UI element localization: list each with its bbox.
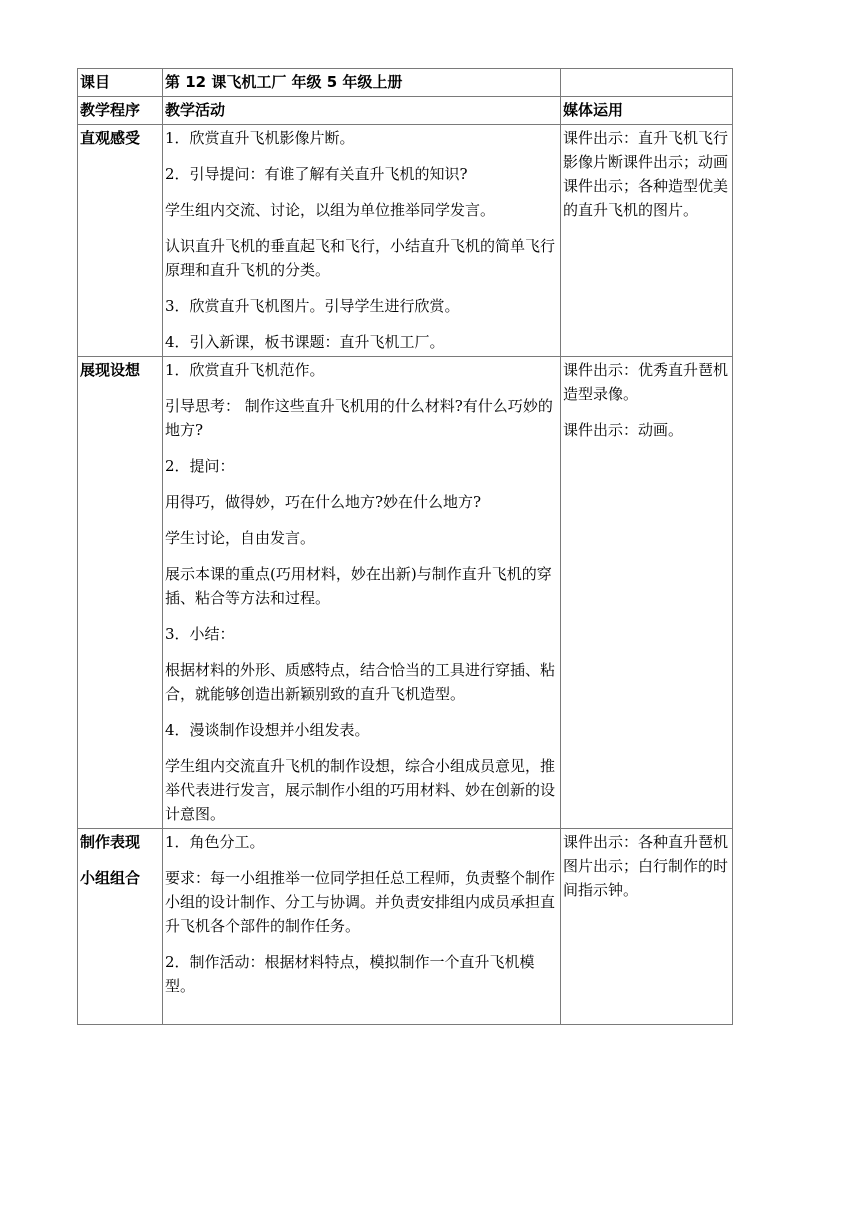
activity-cell bbox=[163, 125, 561, 357]
media-cell bbox=[561, 357, 733, 829]
section-row-production bbox=[78, 829, 733, 1025]
media-paragraph: 课件出示：直升飞机飞行影像片断课件出示；动画课件出示；各种造型优美的直升飞机的图片。 bbox=[563, 129, 729, 219]
activity-paragraph: 4．漫谈制作设想并小组发表。 bbox=[165, 721, 370, 739]
activity-paragraph: 4．引入新课，板书课题：直升飞机工厂。 bbox=[165, 333, 445, 351]
activity-paragraph: 认识直升飞机的垂直起飞和飞行，小结直升飞机的简单飞行原理和直升飞机的分类。 bbox=[165, 237, 556, 279]
activity-paragraph: 3．欣赏直升飞机图片。引导学生进行欣赏。 bbox=[165, 297, 460, 315]
stage-cell bbox=[78, 829, 163, 1025]
activity-paragraph: 1．角色分工。 bbox=[165, 833, 265, 851]
subject-label: 课目 bbox=[78, 69, 163, 97]
activity-paragraph: 3．小结： bbox=[165, 625, 235, 643]
header-row bbox=[78, 69, 733, 97]
media-cell bbox=[561, 829, 733, 1025]
section-row-perception bbox=[78, 125, 733, 357]
column-header-procedure: 教学程序 bbox=[78, 97, 163, 125]
activity-paragraph: 1．欣赏直升飞机影像片断。 bbox=[165, 129, 355, 147]
activity-paragraph: 2．引导提问：有谁了解有关直升飞机的知识? bbox=[165, 165, 468, 183]
activity-paragraph: 2．制作活动：根据材料特点，模拟制作一个直升飞机模型。 bbox=[165, 953, 535, 995]
section-row-design bbox=[78, 357, 733, 829]
activity-paragraph: 要求：每一小组推举一位同学担任总工程师，负责整个制作小组的设计制作、分工与协调。并负责安排组内成员承担直升飞机各个部件的制作任务。 bbox=[165, 869, 556, 935]
media-paragraph: 课件出示：各种直升琶机图片出示；白行制作的时间指示钟。 bbox=[563, 833, 729, 899]
stage-label: 展现设想 bbox=[80, 361, 141, 379]
activity-paragraph: 展示本课的重点(巧用材料，妙在出新)与制作直升飞机的穿插、粘合等方法和过程。 bbox=[165, 565, 552, 607]
stage-label: 小组组合 bbox=[80, 869, 141, 887]
stage-label: 直观感受 bbox=[80, 129, 141, 147]
media-paragraph: 课件出示：动画。 bbox=[563, 421, 684, 439]
activity-paragraph: 用得巧，做得妙，巧在什么地方?妙在什么地方? bbox=[165, 493, 482, 511]
activity-paragraph: 引导思考： 制作这些直升飞机用的什么材料?有什么巧妙的地方? bbox=[165, 397, 553, 439]
column-header-activity: 教学活动 bbox=[163, 97, 561, 125]
media-paragraph: 课件出示：优秀直升琶机造型录像。 bbox=[563, 361, 729, 403]
activity-paragraph: 学生组内交流、讨论，以组为单位推举同学发言。 bbox=[165, 201, 496, 219]
stage-cell bbox=[78, 357, 163, 829]
column-header-row bbox=[78, 97, 733, 125]
stage-label: 制作表现 bbox=[80, 833, 141, 851]
activity-cell bbox=[163, 357, 561, 829]
media-cell bbox=[561, 125, 733, 357]
activity-paragraph: 1．欣赏直升飞机范作。 bbox=[165, 361, 325, 379]
activity-paragraph: 学生组内交流直升飞机的制作设想，综合小组成员意见，推举代表进行发言，展示制作小组的巧用材料、妙在创新的设计意图。 bbox=[165, 757, 556, 823]
lesson-plan-table bbox=[77, 68, 733, 1025]
activity-cell bbox=[163, 829, 561, 1025]
activity-paragraph: 根据材料的外形、质感特点，结合恰当的工具进行穿插、粘合，就能够创造出新颖别致的直升飞机造型。 bbox=[165, 661, 556, 703]
column-header-media: 媒体运用 bbox=[561, 97, 733, 125]
stage-cell bbox=[78, 125, 163, 357]
header-extra-cell bbox=[561, 69, 733, 97]
activity-paragraph: 2．提问： bbox=[165, 457, 235, 475]
lesson-title: 第 12 课飞机工厂 年级 5 年级上册 bbox=[163, 69, 561, 97]
activity-paragraph: 学生讨论，自由发言。 bbox=[165, 529, 316, 547]
